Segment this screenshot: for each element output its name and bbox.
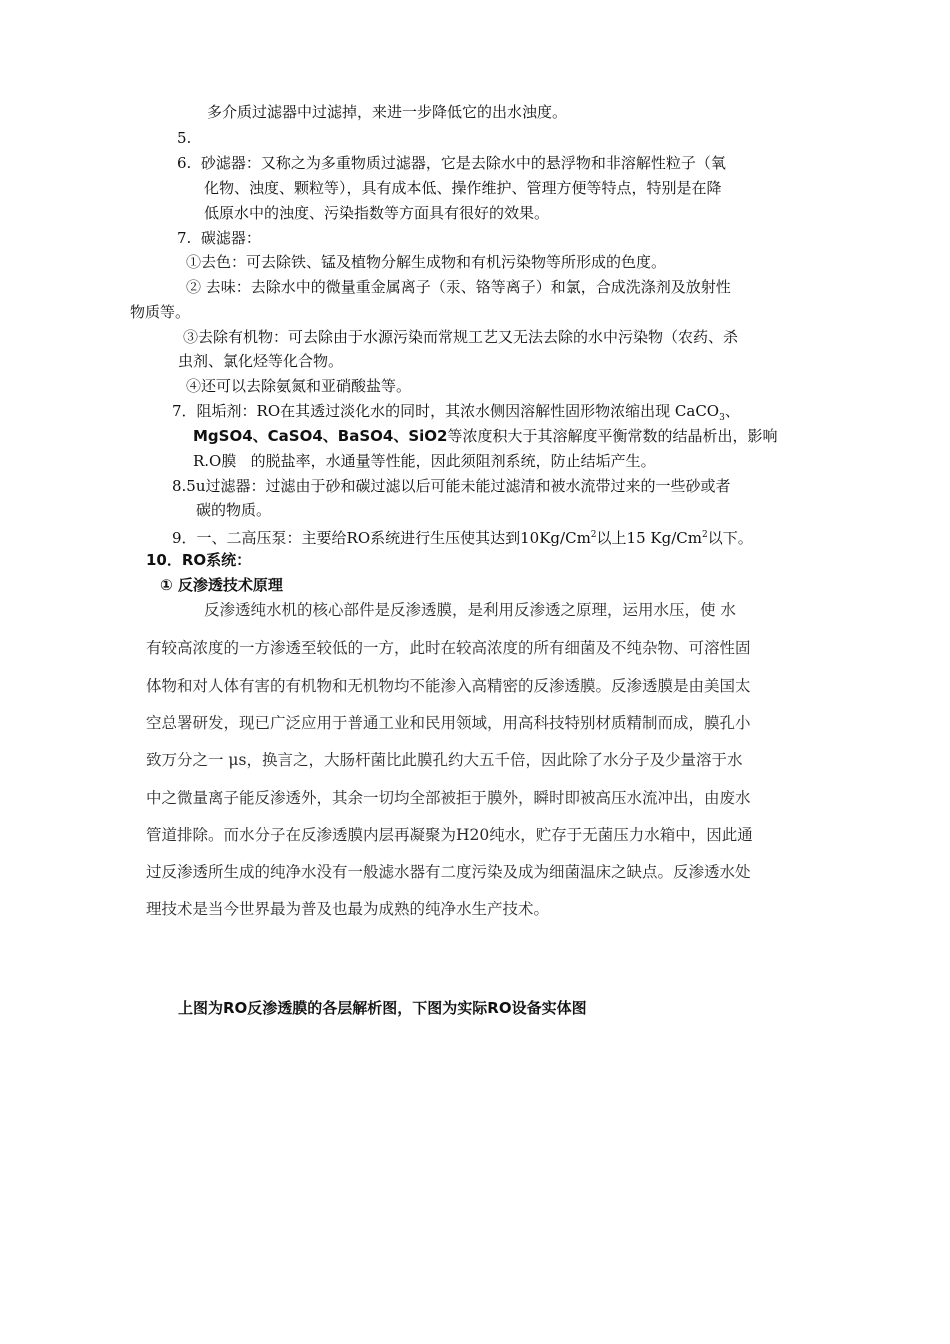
text-run: 9．一、二高压泵：主要给RO系统进行生压使其达到10Kg/Cm [172, 529, 591, 547]
text-run: 以上15 Kg/Cm [596, 529, 702, 547]
text-line: ② 去味：去除水中的微量重金属离子（汞、铬等离子）和氯，合成洗涤剂及放射性 [186, 278, 731, 296]
text-line: 低原水中的浊度、污染指数等方面具有很好的效果。 [204, 204, 550, 222]
paragraph-line: 管道排除。而水分子在反渗透膜内层再凝聚为H20纯水，贮存于无菌压力水箱中，因此通 [146, 826, 753, 844]
text-line: 6. 砂滤器：又称之为多重物质过滤器，它是去除水中的悬浮物和非溶解性粒子（氧 [177, 154, 726, 172]
text-run: 等浓度积大于其溶解度平衡常数的结晶析出，影响 [447, 427, 778, 445]
text-line [193, 426, 777, 446]
paragraph-line: 空总署研发，现已广泛应用于普通工业和民用领域，用高科技特别材质精制而成，膜孔小 [146, 714, 751, 732]
paragraph-line: 理技术是当今世界最为普及也最为成熟的纯净水生产技术。 [146, 900, 550, 918]
paragraph-line: 过反渗透所生成的纯净水没有一般滤水器有二度污染及成为细菌温床之缺点。反渗透水处 [146, 863, 751, 881]
superscript: 2 [590, 530, 597, 540]
chemical-formulas: MgSO4、CaSO4、BaSO4、SiO2 [193, 427, 448, 445]
paragraph-line: 有较高浓度的一方渗透至较低的一方，此时在较高浓度的所有细菌及不纯杂物、可溶性固 [146, 639, 751, 657]
text-line: 7. 碳滤器： [177, 229, 261, 247]
paragraph-line: 致万分之一 μs，换言之，大肠杆菌比此膜孔约大五千倍，因此除了水分子及少量溶于水 [146, 751, 743, 769]
subscript: 3 [719, 413, 725, 423]
text-line: 物质等。 [130, 303, 191, 321]
text-line [172, 401, 740, 428]
text-line: 虫剂、氯化烃等化合物。 [178, 352, 344, 370]
text-line: ④还可以去除氨氮和亚硝酸盐等。 [186, 377, 412, 395]
paragraph-line: 反渗透纯水机的核心部件是反渗透膜，是利用反渗透之原理，运用水压，使 水 [204, 601, 736, 619]
paragraph-line: 体物和对人体有害的有机物和无机物均不能渗入高精密的反渗透膜。反渗透膜是由美国太 [146, 677, 751, 695]
superscript: 2 [701, 530, 708, 540]
text-line: ③去除有机物：可去除由于水源污染而常规工艺又无法去除的水中污染物（农药、杀 [183, 328, 739, 346]
text-run: 7．阻垢剂：RO在其透过淡化水的同时，其浓水侧因溶解性固形物浓缩出现 CaCO [172, 402, 720, 420]
section-heading: 10．RO系统： [146, 551, 252, 569]
text-run: 、 [724, 402, 740, 420]
text-run: 以下。 [707, 529, 753, 547]
text-line: 化物、浊度、颗粒等），具有成本低、操作维护、管理方便等特点，特别是在降 [204, 179, 722, 197]
text-line: ①去色：可去除铁、锰及植物分解生成物和有机污染物等所形成的色度。 [186, 253, 667, 271]
text-line: 碳的物质。 [196, 501, 272, 519]
text-line [172, 525, 753, 548]
text-line: R.O膜 的脱盐率，水通量等性能，因此须阻剂系统，防止结垢产生。 [193, 452, 656, 470]
text-line: 5. [177, 129, 192, 147]
subsection-heading: ① 反渗透技术原理 [160, 576, 283, 594]
text-line: 8.5u过滤器：过滤由于砂和碳过滤以后可能未能过滤清和被水流带过来的一些砂或者 [172, 477, 731, 495]
text-line: 多介质过滤器中过滤掉，来进一步降低它的出水浊度。 [207, 103, 568, 121]
paragraph-line: 中之微量离子能反渗透外，其余一切均全部被拒于膜外，瞬时即被高压水流冲出，由废水 [146, 789, 751, 807]
figure-caption: 上图为RO反渗透膜的各层解析图，下图为实际RO设备实体图 [178, 999, 587, 1017]
